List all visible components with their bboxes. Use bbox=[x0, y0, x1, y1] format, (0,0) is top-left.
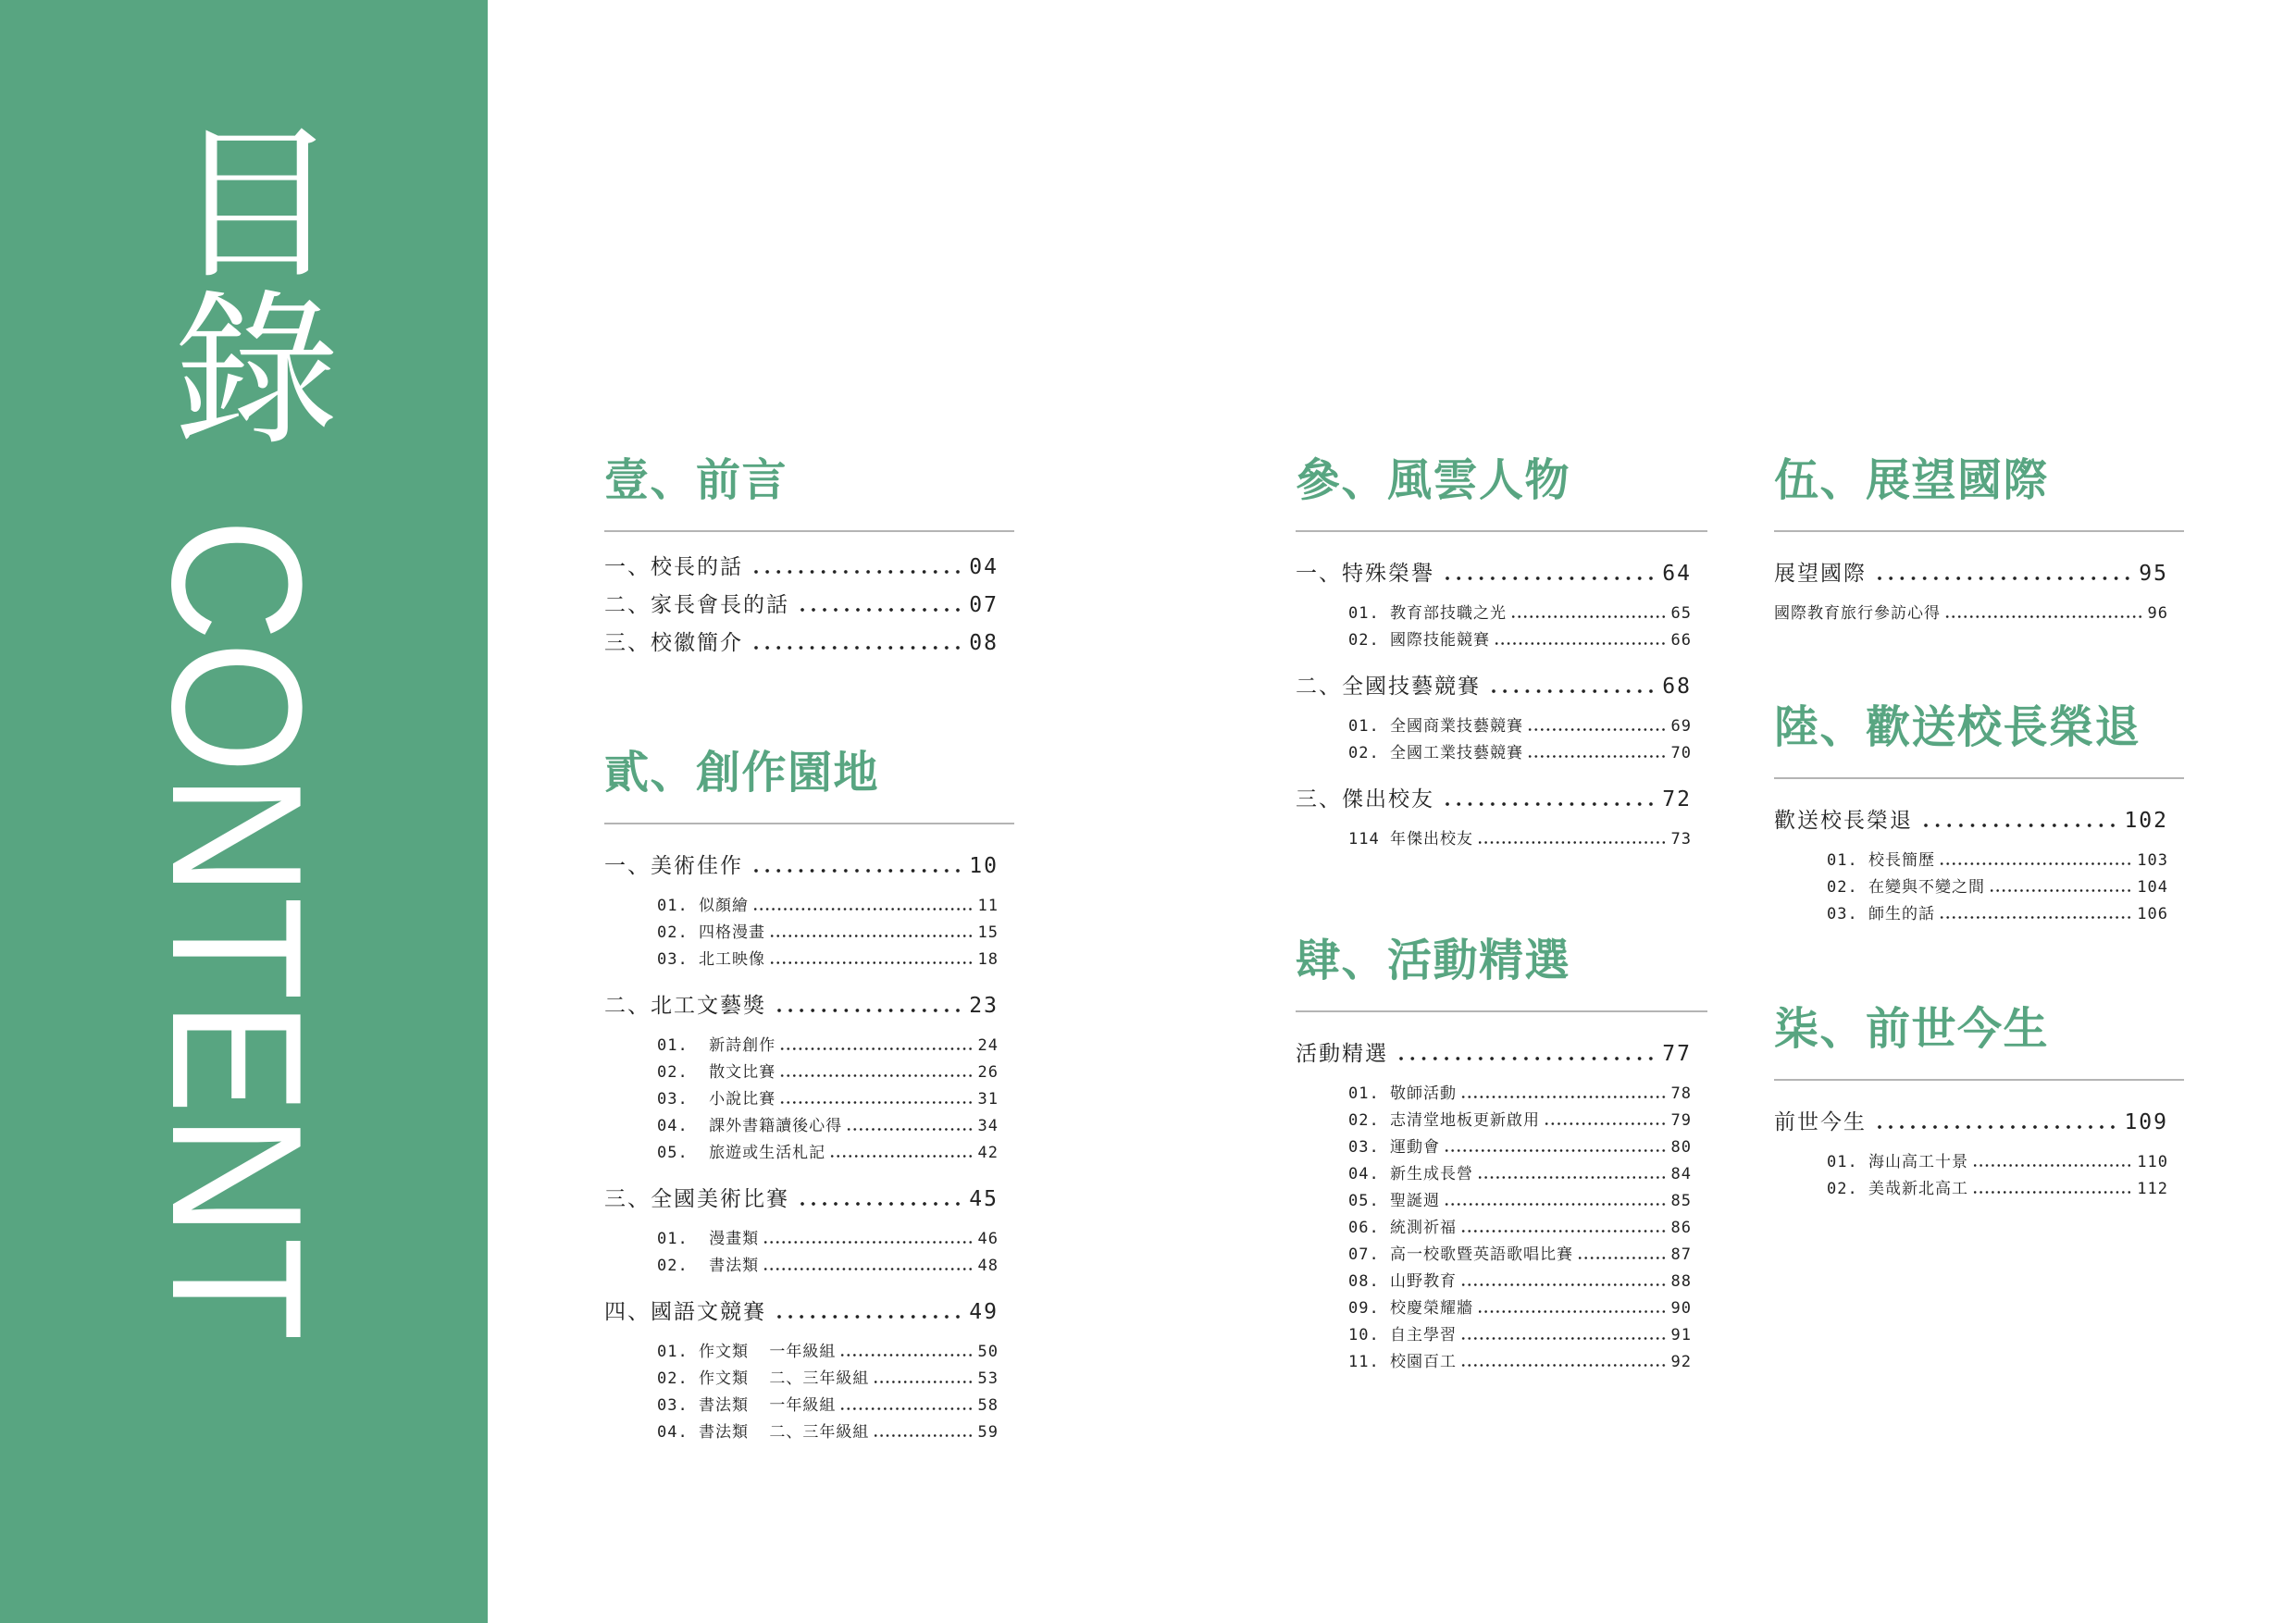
page-number: 73 bbox=[1670, 830, 1692, 849]
dot-leader bbox=[779, 1047, 973, 1050]
entry-title: 一、特殊榮譽 bbox=[1296, 562, 1434, 586]
dot-leader bbox=[873, 1434, 973, 1437]
sub-entry-title: 114 年傑出校友 bbox=[1348, 830, 1473, 849]
sub-entry-title: 05. 旅遊或生活札記 bbox=[657, 1144, 826, 1162]
toc-section bbox=[1296, 452, 1707, 867]
dot-leader bbox=[751, 570, 963, 574]
toc-section bbox=[604, 745, 1014, 1460]
dot-leader bbox=[1944, 615, 2143, 618]
dot-leader bbox=[1488, 689, 1657, 693]
page-number: 90 bbox=[1670, 1299, 1692, 1318]
toc-sub-entry bbox=[604, 1253, 999, 1280]
dot-leader bbox=[829, 1155, 973, 1158]
page-number: 42 bbox=[977, 1144, 999, 1162]
toc-sub-entry bbox=[604, 920, 999, 947]
sub-entry-title: 10. 自主學習 bbox=[1348, 1326, 1457, 1344]
sub-entry-title: 04. 新生成長營 bbox=[1348, 1165, 1473, 1183]
page-number: 112 bbox=[2137, 1180, 2168, 1198]
dot-leader bbox=[779, 1101, 973, 1104]
toc-sub-entry bbox=[1296, 1134, 1692, 1161]
page-number: 04 bbox=[969, 555, 999, 579]
page-number: 104 bbox=[2137, 878, 2168, 897]
page-number: 85 bbox=[1670, 1192, 1692, 1210]
dot-leader bbox=[1444, 1203, 1667, 1206]
page-number: 66 bbox=[1670, 631, 1692, 650]
sub-entry-title: 01. 海山高工十景 bbox=[1827, 1153, 1968, 1171]
toc-sub-entry bbox=[1774, 874, 2168, 901]
toc-sub-entry bbox=[1774, 1176, 2168, 1203]
sub-entry-title: 02. 美哉新北高工 bbox=[1827, 1180, 1968, 1198]
toc-entry bbox=[1774, 1104, 2168, 1142]
page-number: 92 bbox=[1670, 1353, 1692, 1371]
sub-entry-list bbox=[1296, 1081, 1692, 1376]
page-number: 70 bbox=[1670, 744, 1692, 762]
dot-leader bbox=[1494, 642, 1667, 645]
toc-sub-entry bbox=[1774, 901, 2168, 928]
dot-leader bbox=[763, 1241, 973, 1244]
toc-sub-entry bbox=[1774, 848, 2168, 874]
toc-sub-entry bbox=[604, 1419, 999, 1446]
toc-sub-entry bbox=[1296, 1242, 1692, 1269]
dot-leader bbox=[1527, 755, 1667, 758]
entry-list bbox=[604, 549, 1014, 663]
sub-entry-title: 國際教育旅行參訪心得 bbox=[1774, 604, 1941, 623]
sub-entry-title: 04. 課外書籍讀後心得 bbox=[657, 1117, 843, 1135]
toc-section bbox=[1774, 700, 2184, 942]
entry-list bbox=[1296, 1035, 1707, 1376]
toc-group bbox=[604, 625, 999, 663]
page-number: 80 bbox=[1670, 1138, 1692, 1157]
page-number: 59 bbox=[977, 1423, 999, 1442]
toc-sub-entry bbox=[1296, 1349, 1692, 1376]
entry-title: 三、傑出校友 bbox=[1296, 787, 1434, 812]
toc-sub-entry bbox=[1296, 1295, 1692, 1322]
section-divider bbox=[1774, 530, 2184, 532]
page-number: 64 bbox=[1662, 562, 1692, 586]
toc-sub-entry bbox=[1296, 1081, 1692, 1108]
page-number: 78 bbox=[1670, 1084, 1692, 1103]
toc-entry bbox=[604, 549, 999, 587]
sub-entry-list bbox=[1296, 713, 1692, 767]
page-number: 72 bbox=[1662, 787, 1692, 812]
entry-title: 三、校徽簡介 bbox=[604, 631, 743, 655]
dot-leader bbox=[1460, 1230, 1667, 1233]
page-title: 目錄 bbox=[145, 116, 339, 449]
toc-sub-entry bbox=[1296, 601, 1692, 627]
sub-entry-title: 01. 作文類 一年級組 bbox=[657, 1343, 837, 1361]
page-number: 50 bbox=[977, 1343, 999, 1361]
sub-entry-title: 02. 作文類 二、三年級組 bbox=[657, 1369, 870, 1388]
page-number: 79 bbox=[1670, 1111, 1692, 1130]
dot-leader bbox=[1460, 1283, 1667, 1286]
toc-sub-entry bbox=[604, 893, 999, 920]
section-heading: 伍、展望國際 bbox=[1774, 454, 2050, 506]
entry-title: 活動精選 bbox=[1296, 1042, 1388, 1066]
toc-sub-entry bbox=[604, 1113, 999, 1140]
sub-entry-title: 09. 校慶榮耀牆 bbox=[1348, 1299, 1473, 1318]
section-heading: 壹、前言 bbox=[604, 454, 788, 506]
toc-entry bbox=[604, 987, 999, 1025]
sub-entry-title: 04. 書法類 二、三年級組 bbox=[657, 1423, 870, 1442]
sub-entry-list bbox=[1774, 1149, 2168, 1203]
dot-leader bbox=[1939, 916, 2132, 919]
page-subtitle: CONTENT bbox=[133, 518, 340, 1342]
sub-entry-title: 01. 漫畫類 bbox=[657, 1230, 760, 1248]
page-number: 23 bbox=[969, 994, 999, 1018]
toc-sub-entry bbox=[1296, 1269, 1692, 1295]
toc-entry bbox=[1296, 555, 1692, 593]
toc-group bbox=[1296, 1035, 1692, 1376]
toc-group bbox=[604, 549, 999, 587]
toc-sub-entry bbox=[1296, 713, 1692, 740]
page-number: 48 bbox=[977, 1257, 999, 1275]
entry-title: 一、校長的話 bbox=[604, 555, 743, 579]
dot-leader bbox=[1442, 576, 1657, 580]
sub-entry-list bbox=[1296, 601, 1692, 654]
sub-entry-title: 01. 教育部技職之光 bbox=[1348, 604, 1507, 623]
page-number: 26 bbox=[977, 1063, 999, 1082]
toc-group bbox=[1296, 668, 1692, 767]
dot-leader bbox=[797, 1202, 963, 1206]
dot-leader bbox=[1544, 1122, 1667, 1125]
toc-sub-entry bbox=[604, 1226, 999, 1253]
toc-sub-entry bbox=[604, 1140, 999, 1167]
dot-leader bbox=[1989, 889, 2132, 892]
toc-sub-entry bbox=[1296, 1188, 1692, 1215]
toc-sub-entry bbox=[1774, 1149, 2168, 1176]
page-number: 10 bbox=[969, 854, 999, 878]
entry-list bbox=[604, 848, 1014, 1446]
section-heading: 貳、創作園地 bbox=[604, 747, 880, 799]
toc-entry bbox=[1774, 802, 2168, 840]
toc-entry bbox=[1296, 781, 1692, 819]
dot-leader bbox=[1874, 576, 2133, 580]
toc-sub-entry bbox=[604, 1059, 999, 1086]
toc-sub-entry bbox=[1296, 826, 1692, 853]
toc-entry bbox=[604, 587, 999, 625]
dot-leader bbox=[1527, 728, 1667, 731]
page-number: 106 bbox=[2137, 905, 2168, 923]
dot-leader bbox=[1577, 1257, 1667, 1259]
entry-title: 歡送校長榮退 bbox=[1774, 809, 1913, 833]
sub-entry-title: 01. 全國商業技藝競賽 bbox=[1348, 717, 1523, 736]
toc-sub-entry bbox=[1296, 1322, 1692, 1349]
dot-leader bbox=[1460, 1337, 1667, 1340]
toc-sub-entry bbox=[604, 1033, 999, 1059]
toc-group bbox=[1774, 555, 2168, 627]
page-number: 84 bbox=[1670, 1165, 1692, 1183]
dot-leader bbox=[1477, 841, 1667, 844]
toc-entry bbox=[1774, 555, 2168, 593]
page-number: 91 bbox=[1670, 1326, 1692, 1344]
page-number: 86 bbox=[1670, 1219, 1692, 1237]
dot-leader bbox=[1444, 1149, 1667, 1152]
entry-title: 前世今生 bbox=[1774, 1110, 1867, 1134]
toc-entry bbox=[1296, 1035, 1692, 1073]
entry-title: 二、家長會長的話 bbox=[604, 593, 789, 617]
toc-sub-entry bbox=[604, 1366, 999, 1393]
sub-entry-title: 01. 似顏繪 bbox=[657, 897, 749, 915]
entry-title: 二、全國技藝競賽 bbox=[1296, 675, 1481, 699]
dot-leader bbox=[1460, 1364, 1667, 1367]
toc-sub-entry bbox=[604, 1086, 999, 1113]
sub-entry-title: 03. 小說比賽 bbox=[657, 1090, 776, 1109]
section-divider bbox=[1296, 1010, 1707, 1012]
entry-list bbox=[1774, 802, 2184, 928]
sub-entry-title: 03. 書法類 一年級組 bbox=[657, 1396, 837, 1415]
page-number: 45 bbox=[969, 1187, 999, 1211]
page-number: 96 bbox=[2147, 604, 2168, 623]
sub-entry-list bbox=[1774, 848, 2168, 928]
toc-entry bbox=[604, 848, 999, 886]
sub-entry-title: 01. 敬師活動 bbox=[1348, 1084, 1457, 1103]
sub-entry-list bbox=[604, 1033, 999, 1167]
sub-entry-title: 02. 書法類 bbox=[657, 1257, 760, 1275]
dot-leader bbox=[797, 608, 963, 612]
dot-leader bbox=[751, 869, 963, 873]
toc-group bbox=[1774, 802, 2168, 928]
toc-entry bbox=[604, 625, 999, 663]
toc-group bbox=[1296, 555, 1692, 654]
sub-entry-title: 03. 師生的話 bbox=[1827, 905, 1935, 923]
entry-title: 四、國語文競賽 bbox=[604, 1300, 766, 1324]
toc-group bbox=[604, 587, 999, 625]
sub-entry-list bbox=[1774, 601, 2168, 627]
dot-leader bbox=[1510, 615, 1667, 618]
dot-leader bbox=[1477, 1310, 1667, 1313]
entry-list bbox=[1774, 1104, 2184, 1203]
dot-leader bbox=[846, 1128, 973, 1131]
page-number: 69 bbox=[1670, 717, 1692, 736]
dot-leader bbox=[873, 1381, 973, 1383]
section-divider bbox=[1774, 1079, 2184, 1081]
dot-leader bbox=[839, 1407, 973, 1410]
toc-sub-entry bbox=[604, 947, 999, 973]
sub-entry-title: 02. 國際技能競賽 bbox=[1348, 631, 1490, 650]
toc-group bbox=[604, 987, 999, 1167]
dot-leader bbox=[774, 1315, 963, 1319]
page-number: 58 bbox=[977, 1396, 999, 1415]
entry-title: 一、美術佳作 bbox=[604, 854, 743, 878]
sub-entry-title: 03. 運動會 bbox=[1348, 1138, 1440, 1157]
toc-entry bbox=[604, 1294, 999, 1332]
page-number: 08 bbox=[969, 631, 999, 655]
toc-section bbox=[1296, 933, 1707, 1390]
page-number: 46 bbox=[977, 1230, 999, 1248]
sub-entry-title: 02. 散文比賽 bbox=[657, 1063, 776, 1082]
dot-leader bbox=[839, 1354, 973, 1357]
sub-entry-title: 11. 校園百工 bbox=[1348, 1353, 1457, 1371]
toc-section bbox=[1774, 1001, 2184, 1217]
dot-leader bbox=[769, 935, 974, 937]
section-divider bbox=[604, 530, 1014, 532]
entry-title: 三、全國美術比賽 bbox=[604, 1187, 789, 1211]
dot-leader bbox=[1396, 1057, 1657, 1060]
sub-entry-title: 02. 四格漫畫 bbox=[657, 923, 765, 942]
sub-entry-title: 06. 統測祈福 bbox=[1348, 1219, 1457, 1237]
sub-entry-title: 02. 全國工業技藝競賽 bbox=[1348, 744, 1523, 762]
dot-leader bbox=[1477, 1176, 1667, 1179]
toc-entry bbox=[604, 1181, 999, 1219]
sub-entry-list bbox=[1296, 826, 1692, 853]
page-number: 95 bbox=[2139, 562, 2168, 586]
section-heading: 肆、活動精選 bbox=[1296, 935, 1571, 986]
toc-sub-entry bbox=[1296, 1161, 1692, 1188]
entry-title: 展望國際 bbox=[1774, 562, 1867, 586]
dot-leader bbox=[1460, 1096, 1667, 1098]
toc-sub-entry bbox=[1774, 601, 2168, 627]
section-heading: 參、風雲人物 bbox=[1296, 454, 1571, 506]
toc-section bbox=[604, 452, 1014, 663]
toc-sub-entry bbox=[1296, 627, 1692, 654]
section-divider bbox=[1774, 777, 2184, 779]
dot-leader bbox=[779, 1074, 973, 1077]
toc-group bbox=[1296, 781, 1692, 853]
sub-entry-list bbox=[604, 1226, 999, 1280]
dot-leader bbox=[751, 646, 963, 650]
page-number: 24 bbox=[977, 1036, 999, 1055]
page-number: 102 bbox=[2124, 809, 2168, 833]
section-heading: 陸、歡送校長榮退 bbox=[1774, 701, 2141, 753]
page-number: 110 bbox=[2137, 1153, 2168, 1171]
page-number: 34 bbox=[977, 1117, 999, 1135]
sub-entry-title: 03. 北工映像 bbox=[657, 950, 765, 969]
toc-group bbox=[604, 1294, 999, 1446]
page-number: 77 bbox=[1662, 1042, 1692, 1066]
page-number: 49 bbox=[969, 1300, 999, 1324]
sub-entry-title: 01. 校長簡歷 bbox=[1827, 851, 1935, 870]
page-number: 65 bbox=[1670, 604, 1692, 623]
toc-sub-entry bbox=[604, 1393, 999, 1419]
sub-entry-title: 02. 在變與不變之間 bbox=[1827, 878, 1985, 897]
dot-leader bbox=[1972, 1164, 2132, 1167]
page-number: 18 bbox=[977, 950, 999, 969]
toc-sub-entry bbox=[1296, 1215, 1692, 1242]
page-number: 109 bbox=[2124, 1110, 2168, 1134]
dot-leader bbox=[1939, 862, 2132, 865]
sub-entry-title: 02. 志清堂地板更新啟用 bbox=[1348, 1111, 1540, 1130]
sub-entry-title: 08. 山野教育 bbox=[1348, 1272, 1457, 1291]
section-heading: 柒、前世今生 bbox=[1774, 1003, 2050, 1055]
dot-leader bbox=[1874, 1125, 2118, 1129]
sub-entry-list bbox=[604, 893, 999, 973]
section-divider bbox=[1296, 530, 1707, 532]
page-number: 103 bbox=[2137, 851, 2168, 870]
page-number: 87 bbox=[1670, 1245, 1692, 1264]
sub-entry-list bbox=[604, 1339, 999, 1446]
toc-section bbox=[1774, 452, 2184, 641]
toc-entry bbox=[1296, 668, 1692, 706]
toc-sub-entry bbox=[1296, 1108, 1692, 1134]
toc-sub-entry bbox=[604, 1339, 999, 1366]
toc-sub-entry bbox=[1296, 740, 1692, 767]
entry-list bbox=[1774, 555, 2184, 627]
sub-entry-title: 01. 新詩創作 bbox=[657, 1036, 776, 1055]
entry-title: 二、北工文藝獎 bbox=[604, 994, 766, 1018]
page-number: 11 bbox=[977, 897, 999, 915]
dot-leader bbox=[774, 1009, 963, 1012]
page-number: 53 bbox=[977, 1369, 999, 1388]
dot-leader bbox=[1920, 824, 2118, 827]
toc-group bbox=[1774, 1104, 2168, 1203]
dot-leader bbox=[1442, 802, 1657, 806]
page-number: 07 bbox=[969, 593, 999, 617]
page-number: 88 bbox=[1670, 1272, 1692, 1291]
section-divider bbox=[604, 823, 1014, 824]
toc-group bbox=[604, 1181, 999, 1280]
dot-leader bbox=[769, 961, 974, 964]
dot-leader bbox=[1972, 1191, 2132, 1194]
page-number: 31 bbox=[977, 1090, 999, 1109]
toc-group bbox=[604, 848, 999, 973]
sub-entry-title: 07. 高一校歌暨英語歌唱比賽 bbox=[1348, 1245, 1573, 1264]
page-number: 15 bbox=[977, 923, 999, 942]
entry-list bbox=[1296, 555, 1707, 853]
sub-entry-title: 05. 聖誕週 bbox=[1348, 1192, 1440, 1210]
dot-leader bbox=[752, 908, 974, 911]
dot-leader bbox=[763, 1268, 973, 1270]
page-number: 68 bbox=[1662, 675, 1692, 699]
